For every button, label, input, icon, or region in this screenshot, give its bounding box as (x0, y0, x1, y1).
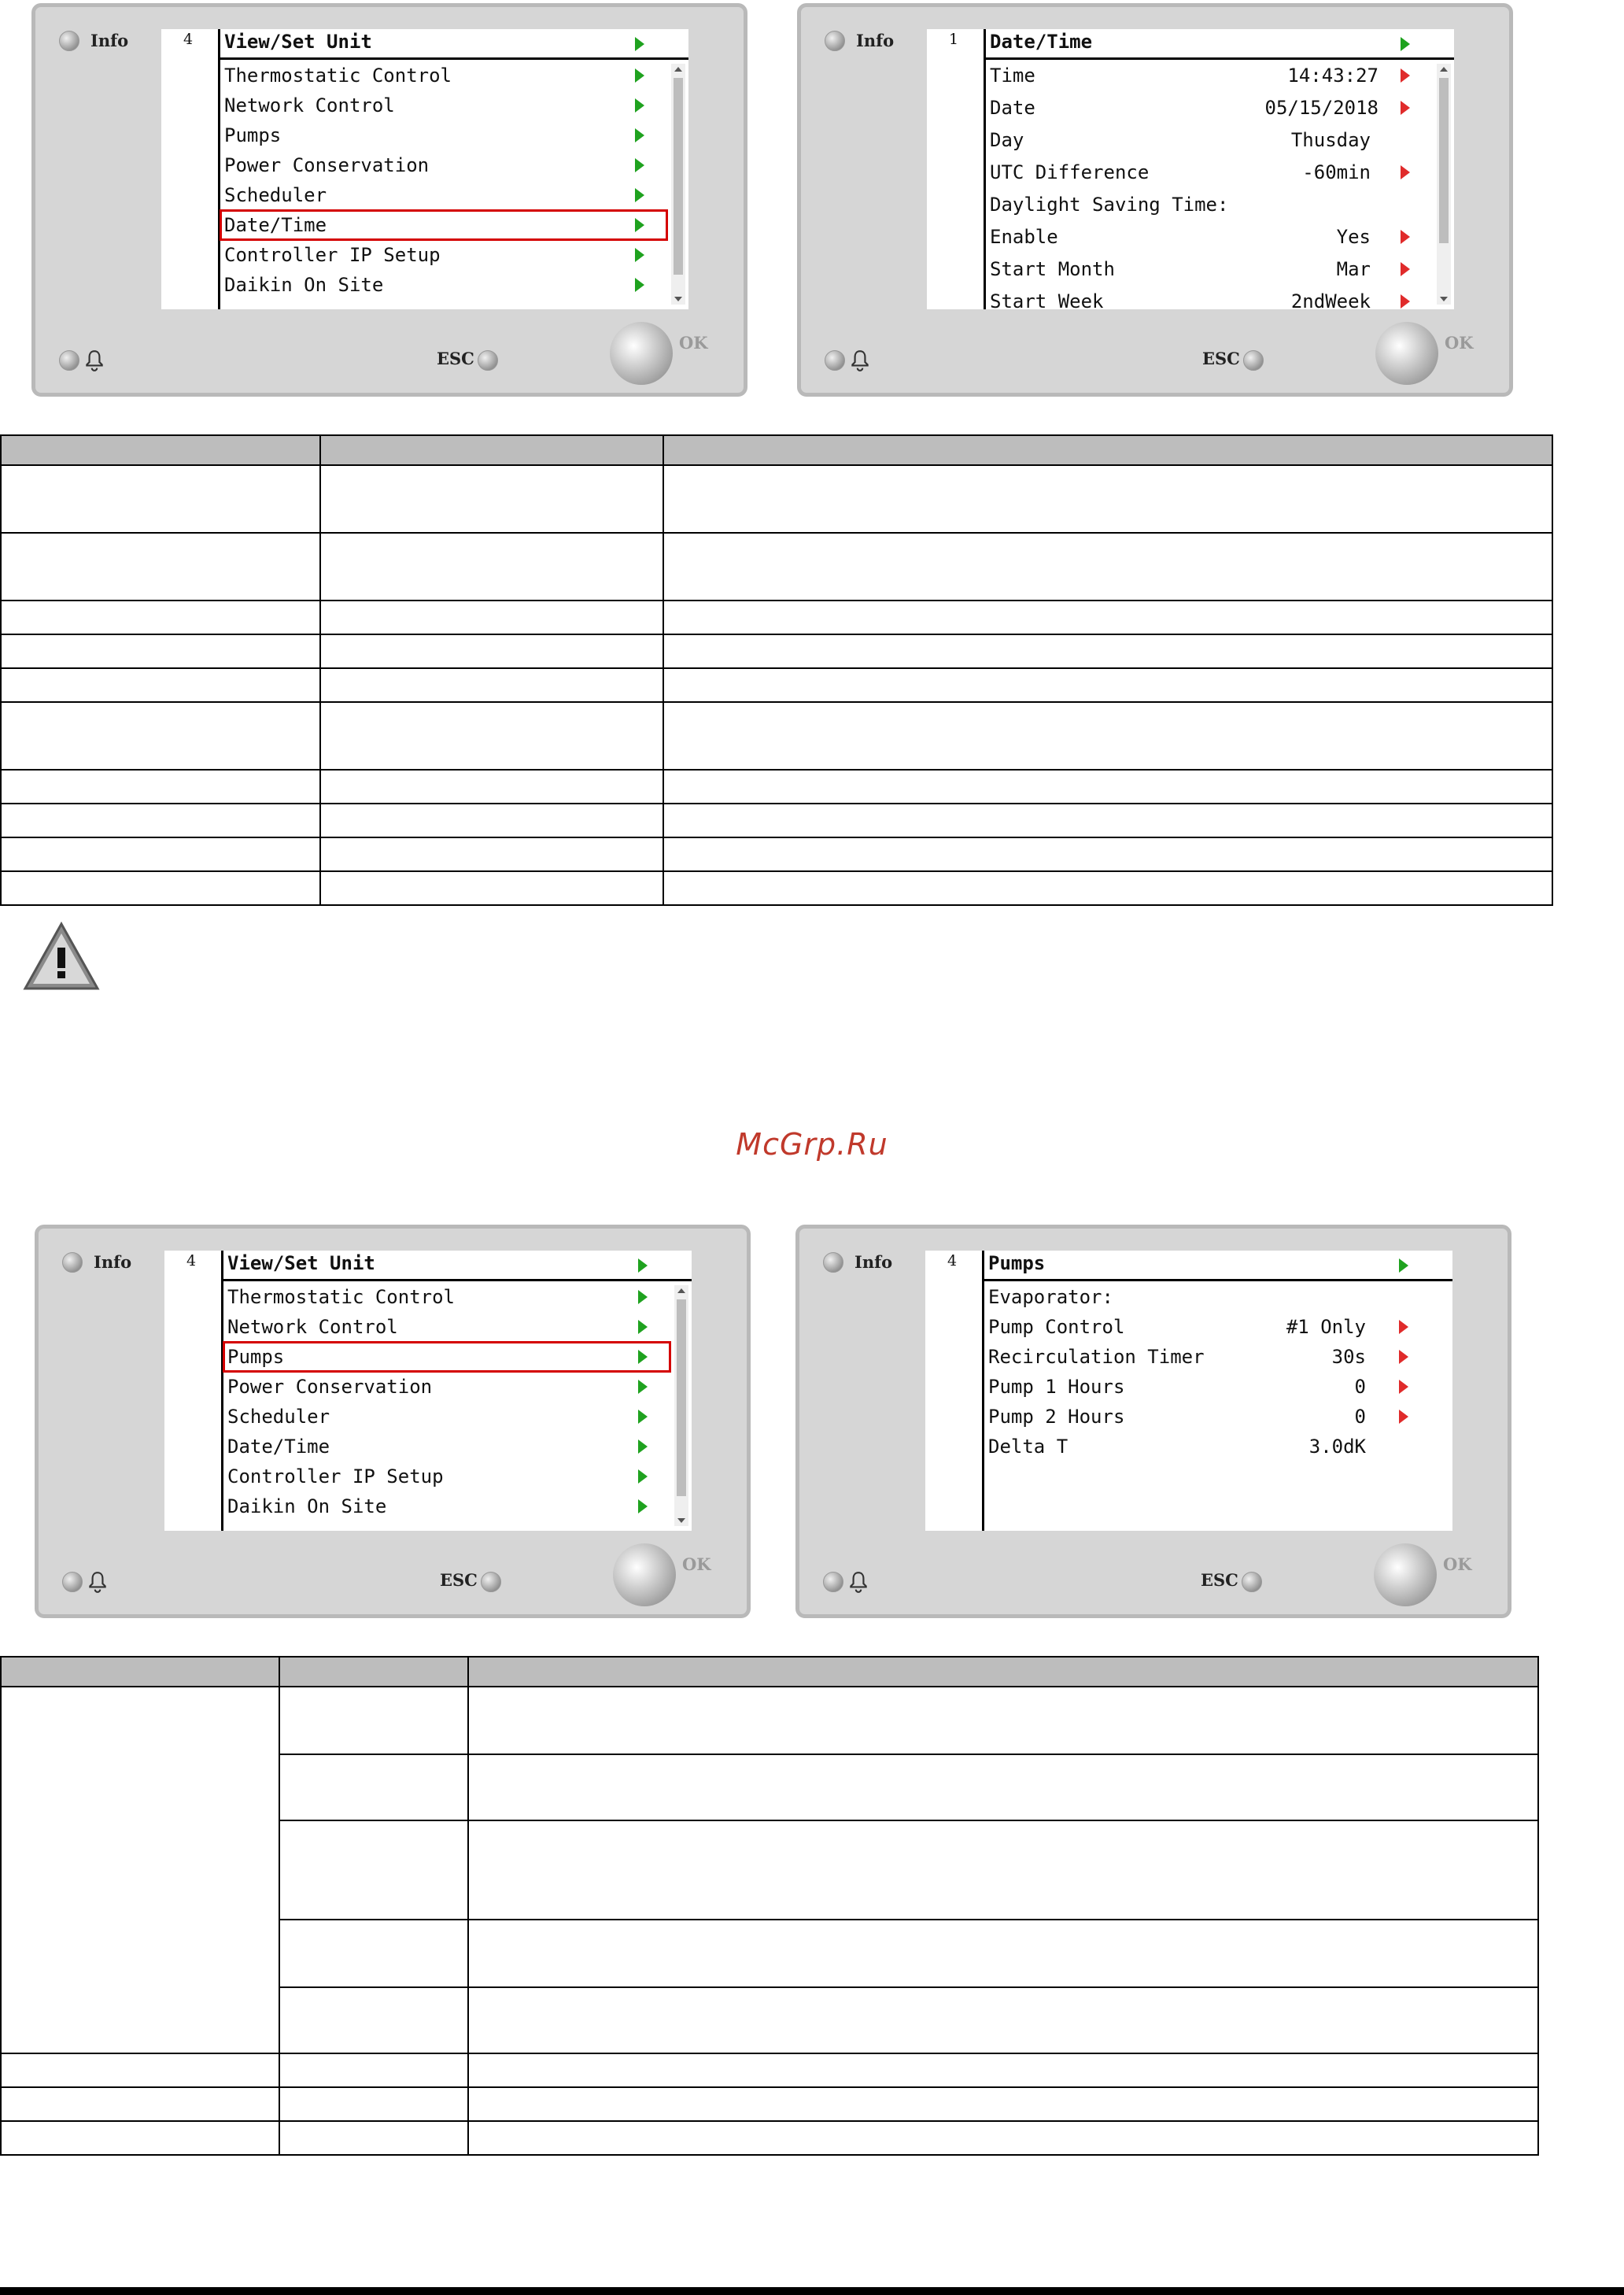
page-number: 4 (947, 1252, 958, 1269)
scroll-down-icon[interactable] (1440, 297, 1448, 301)
edit-arrow-icon[interactable] (1399, 1350, 1408, 1364)
screen-title: Date/Time (990, 31, 1093, 53)
table-header-cell (279, 1657, 468, 1687)
esc-button[interactable] (478, 350, 498, 371)
edit-arrow-icon[interactable] (1401, 294, 1410, 309)
row-enable[interactable]: Enable (990, 226, 1058, 248)
lcd-screen (925, 1251, 1452, 1531)
ok-label: OK (682, 1554, 711, 1574)
value-utc-difference: -60min (1302, 161, 1371, 183)
row-pump-2-hours[interactable]: Pump 2 Hours (988, 1406, 1125, 1428)
screen-title: View/Set Unit (227, 1252, 375, 1274)
arrow-right-icon[interactable] (635, 68, 644, 83)
alarm-led[interactable] (823, 1572, 843, 1592)
arrow-right-icon[interactable] (635, 128, 644, 142)
scrollbar[interactable] (671, 64, 685, 305)
table-row (1, 465, 1552, 533)
table-row (1, 837, 1552, 871)
ok-label: OK (679, 333, 708, 353)
table-header-cell (663, 435, 1552, 465)
hmi-panel-pumps (795, 1225, 1511, 1618)
scroll-down-icon[interactable] (674, 297, 682, 301)
ok-label: OK (1443, 1554, 1472, 1574)
edit-arrow-icon[interactable] (1401, 165, 1410, 179)
divider-horizontal (221, 1279, 692, 1281)
row-daylight-saving-time: Daylight Saving Time: (990, 194, 1229, 216)
menu-item-network-control[interactable]: Network Control (227, 1316, 398, 1338)
row-pump-control[interactable]: Pump Control (988, 1316, 1125, 1338)
menu-item-daikin-on-site[interactable]: Daikin On Site (227, 1495, 387, 1517)
table-header-cell (468, 1657, 1538, 1687)
menu-item-thermostatic-control[interactable]: Thermostatic Control (224, 65, 452, 87)
arrow-right-icon[interactable] (635, 248, 644, 262)
table-row (1, 702, 1552, 770)
row-start-month[interactable]: Start Month (990, 258, 1115, 280)
arrow-right-icon[interactable] (635, 98, 644, 113)
hmi-panel-menu-datetime (31, 3, 747, 397)
table-header-cell (1, 1657, 279, 1687)
table-row (1, 804, 1552, 837)
row-start-week[interactable]: Start Week (990, 290, 1104, 309)
ok-knob[interactable] (613, 1543, 676, 1606)
edit-arrow-icon[interactable] (1401, 101, 1410, 115)
divider-vertical (221, 1251, 223, 1531)
table-row (1, 533, 1552, 601)
arrow-right-icon[interactable] (638, 1410, 648, 1424)
screen-title: View/Set Unit (224, 31, 372, 53)
scroll-thumb[interactable] (1439, 78, 1449, 243)
row-date[interactable]: Date (990, 97, 1035, 119)
alarm-led[interactable] (825, 350, 845, 371)
table-row (1, 2087, 1538, 2121)
arrow-right-icon[interactable] (635, 158, 644, 172)
ok-label: OK (1445, 333, 1474, 353)
page-bottom-rule (0, 2287, 1624, 2295)
arrow-right-icon[interactable] (638, 1380, 648, 1394)
row-evaporator: Evaporator: (988, 1286, 1113, 1308)
table-header-cell (1, 435, 320, 465)
esc-label: ESC (440, 1570, 478, 1590)
scroll-up-icon[interactable] (674, 67, 682, 72)
table-row (1, 2053, 1538, 2087)
menu-item-pumps[interactable]: Pumps (224, 124, 282, 146)
edit-arrow-icon[interactable] (1401, 262, 1410, 276)
menu-item-power-conservation[interactable]: Power Conservation (227, 1376, 433, 1398)
divider-horizontal (984, 57, 1454, 60)
scroll-up-icon[interactable] (677, 1288, 685, 1293)
value-enable: Yes (1336, 226, 1371, 248)
title-arrow-icon[interactable] (635, 37, 644, 51)
edit-arrow-icon[interactable] (1401, 68, 1410, 83)
value-time: 14:43:27 (1287, 65, 1379, 87)
table-header-cell (320, 435, 663, 465)
ok-knob[interactable] (610, 322, 673, 385)
page-number: 4 (183, 31, 194, 48)
table-row (1, 1687, 1538, 1754)
lcd-screen (164, 1251, 692, 1531)
menu-item-scheduler[interactable]: Scheduler (227, 1406, 330, 1428)
value-pump-2-hours: 0 (1354, 1406, 1366, 1428)
esc-label: ESC (1201, 1570, 1238, 1590)
hmi-panel-datetime (797, 3, 1513, 397)
page-number: 4 (186, 1252, 197, 1269)
parameter-table-datetime (0, 434, 1553, 906)
table-row (1, 601, 1552, 634)
menu-item-scheduler[interactable]: Scheduler (224, 184, 327, 206)
divider-horizontal (218, 57, 688, 60)
ok-knob[interactable] (1374, 1543, 1437, 1606)
arrow-right-icon[interactable] (638, 1439, 648, 1454)
arrow-right-icon[interactable] (638, 1499, 648, 1513)
selection-highlight (220, 209, 668, 241)
esc-label: ESC (437, 349, 474, 368)
divider-horizontal (982, 1279, 1452, 1281)
warning-triangle-icon (22, 919, 101, 995)
watermark: McGrp.Ru (736, 1127, 888, 1162)
divider-vertical (982, 1251, 984, 1531)
table-row (1, 770, 1552, 804)
selection-highlight (223, 1341, 671, 1373)
table-cell-merged (1, 1687, 279, 2053)
menu-item-network-control[interactable]: Network Control (224, 94, 395, 116)
arrow-right-icon[interactable] (638, 1469, 648, 1484)
menu-item-thermostatic-control[interactable]: Thermostatic Control (227, 1286, 455, 1308)
menu-item-daikin-on-site[interactable]: Daikin On Site (224, 274, 384, 296)
bell-icon (87, 1570, 108, 1594)
value-start-month: Mar (1336, 258, 1371, 280)
value-delta-t: 3.0dK (1308, 1436, 1366, 1458)
value-recirculation-timer: 30s (1331, 1346, 1366, 1368)
bell-icon (84, 349, 105, 372)
title-arrow-icon[interactable] (638, 1258, 648, 1273)
table-row (1, 668, 1552, 702)
esc-button[interactable] (1242, 1572, 1262, 1592)
divider-vertical (218, 29, 220, 309)
arrow-right-icon[interactable] (638, 1290, 648, 1304)
screen-title: Pumps (988, 1252, 1046, 1274)
arrow-right-icon[interactable] (635, 278, 644, 292)
menu-item-date-time[interactable]: Date/Time (224, 214, 327, 236)
value-day: Thusday (1290, 129, 1371, 151)
hmi-panel-menu-pumps (35, 1225, 751, 1618)
bell-icon (848, 1570, 869, 1594)
table-row (1, 2121, 1538, 2155)
edit-arrow-icon[interactable] (1399, 1320, 1408, 1334)
info-label: Info (90, 31, 129, 50)
esc-button[interactable] (481, 1572, 501, 1592)
menu-item-pumps[interactable]: Pumps (227, 1346, 285, 1368)
scroll-thumb[interactable] (677, 1299, 686, 1496)
scroll-thumb[interactable] (674, 78, 683, 275)
edit-arrow-icon[interactable] (1399, 1380, 1408, 1394)
row-recirculation-timer[interactable]: Recirculation Timer (988, 1346, 1205, 1368)
title-arrow-icon[interactable] (1401, 37, 1410, 51)
value-start-week: 2ndWeek (1290, 290, 1371, 309)
info-led[interactable] (59, 31, 79, 51)
arrow-right-icon[interactable] (635, 188, 644, 202)
value-pump-control: #1 Only (1286, 1316, 1366, 1338)
info-led[interactable] (62, 1252, 83, 1273)
esc-button[interactable] (1243, 350, 1264, 371)
table-row (1, 871, 1552, 905)
edit-arrow-icon[interactable] (1399, 1410, 1408, 1424)
table-header-row (1, 435, 1552, 465)
row-time[interactable]: Time (990, 65, 1035, 87)
menu-item-date-time[interactable]: Date/Time (227, 1436, 330, 1458)
table-row (1, 634, 1552, 668)
alarm-led[interactable] (59, 350, 79, 371)
scrollbar[interactable] (674, 1285, 688, 1526)
table-header-row (1, 1657, 1538, 1687)
row-delta-t: Delta T (988, 1436, 1069, 1458)
info-label: Info (854, 1252, 893, 1272)
scroll-down-icon[interactable] (677, 1518, 685, 1523)
info-led[interactable] (825, 31, 845, 51)
scroll-up-icon[interactable] (1440, 67, 1448, 72)
menu-item-controller-ip-setup[interactable]: Controller IP Setup (227, 1465, 444, 1488)
edit-arrow-icon[interactable] (1401, 230, 1410, 244)
bell-icon (850, 349, 870, 372)
value-date: 05/15/2018 (1264, 97, 1379, 119)
row-day: Day (990, 129, 1024, 151)
page-number: 1 (949, 31, 959, 48)
lcd-screen (927, 29, 1454, 309)
arrow-right-icon[interactable] (638, 1320, 648, 1334)
title-arrow-icon[interactable] (1399, 1258, 1408, 1273)
value-pump-1-hours: 0 (1354, 1376, 1366, 1398)
info-led[interactable] (823, 1252, 843, 1273)
menu-item-power-conservation[interactable]: Power Conservation (224, 154, 430, 176)
row-utc-difference[interactable]: UTC Difference (990, 161, 1150, 183)
esc-label: ESC (1202, 349, 1240, 368)
info-label: Info (856, 31, 895, 50)
alarm-led[interactable] (62, 1572, 83, 1592)
scrollbar[interactable] (1437, 64, 1451, 305)
menu-item-controller-ip-setup[interactable]: Controller IP Setup (224, 244, 441, 266)
divider-vertical (984, 29, 986, 309)
info-label: Info (94, 1252, 132, 1272)
row-pump-1-hours[interactable]: Pump 1 Hours (988, 1376, 1125, 1398)
lcd-screen (161, 29, 688, 309)
ok-knob[interactable] (1375, 322, 1438, 385)
parameter-table-pumps (0, 1656, 1539, 2156)
